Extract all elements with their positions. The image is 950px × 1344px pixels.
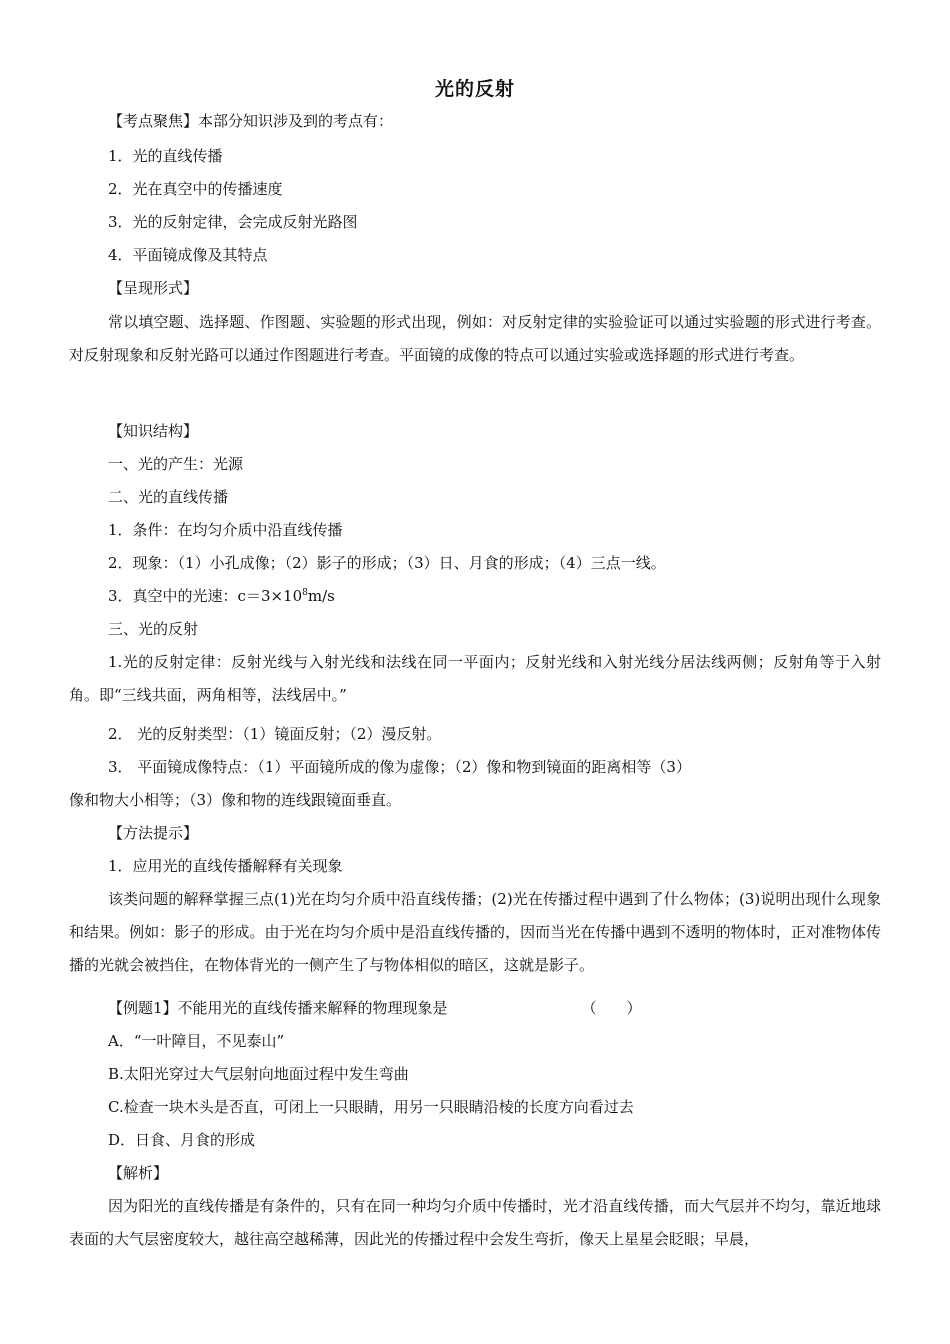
structure-item-2-3 xyxy=(108,586,335,606)
analysis-paragraph: 因为阳光的直线传播是有条件的，只有在同一种均匀介质中传播时，光才沿直线传播，而大气层并不均匀，靠近地球表面的大气层密度较大，越往高空越稀薄，因此光的传播过程中会发生弯折，像天上星星会眨眼；早晨， xyxy=(69,1197,881,1248)
focus-item-4: 4．平面镜成像及其特点 xyxy=(108,246,268,264)
page-title: 光的反射 xyxy=(434,78,515,100)
analysis-heading: 【解析】 xyxy=(108,1164,169,1182)
option-a: A．“一叶障目，不见泰山” xyxy=(108,1032,285,1050)
speed-prefix: 3．真空中的光速：c＝3×10 xyxy=(108,587,303,605)
method-heading: 【方法提示】 xyxy=(108,824,199,842)
structure-item-3: 三、光的反射 xyxy=(108,620,199,638)
focus-item-2: 2．光在真空中的传播速度 xyxy=(108,180,283,198)
structure-item-3-3: 3． 平面镜成像特点：（1）平面镜所成的像为虚像；（2）像和物到镜面的距离相等（3） xyxy=(108,758,691,776)
speed-unit: m/s xyxy=(307,587,335,605)
example-question xyxy=(108,998,642,1018)
speed-exponent: 8 xyxy=(302,588,308,598)
focus-item-3: 3．光的反射定律，会完成反射光路图 xyxy=(108,213,358,231)
structure-item-3-2: 2． 光的反射类型：（1）镜面反射；（2）漫反射。 xyxy=(108,725,442,743)
structure-heading: 【知识结构】 xyxy=(108,422,199,440)
focus-item-1: 1．光的直线传播 xyxy=(108,147,223,165)
structure-item-2: 二、光的直线传播 xyxy=(108,488,229,506)
answer-bracket: （ ） xyxy=(581,999,642,1017)
structure-item-2-2: 2．现象：（1）小孔成像；（2）影子的形成；（3）日、月食的形成；（4）三点一线。 xyxy=(108,554,666,572)
structure-item-2-1: 1．条件：在均匀介质中沿直线传播 xyxy=(108,521,343,539)
focus-heading: 【考点聚焦】本部分知识涉及到的考点有： xyxy=(108,112,394,130)
option-c: C.检查一块木头是否直，可闭上一只眼睛，用另一只眼睛沿棱的长度方向看过去 xyxy=(108,1098,634,1116)
form-heading: 【呈现形式】 xyxy=(108,279,199,297)
example-question-text: 【例题1】不能用光的直线传播来解释的物理现象是 xyxy=(108,999,448,1017)
option-b: B.太阳光穿过大气层射向地面过程中发生弯曲 xyxy=(108,1065,409,1083)
option-d: D．日食、月食的形成 xyxy=(108,1131,256,1149)
method-paragraph: 该类问题的解释掌握三点(1)光在均匀介质中沿直线传播；(2)光在传播过程中遇到了什么物体；(3)说明出现什么现象和结果。例如：影子的形成。由于光在均匀介质中是沿直线传播的，因而当光在传播中遇到不透明的物体时，正对准物体传播的光就会被挡住，在物体背光的一侧产生了与物体相似的暗区，这就是影子。 xyxy=(69,890,881,974)
structure-item-1: 一、光的产生：光源 xyxy=(108,455,244,473)
method-item-1: 1．应用光的直线传播解释有关现象 xyxy=(108,857,343,875)
structure-item-3-3-cont: 像和物大小相等；（3）像和物的连线跟镜面垂直。 xyxy=(69,791,402,809)
reflection-law-paragraph: 1.光的反射定律：反射光线与入射光线和法线在同一平面内；反射光线和入射光线分居法线两侧；反射角等于入射角。即“三线共面，两角相等，法线居中。” xyxy=(69,653,881,704)
form-paragraph: 常以填空题、选择题、作图题、实验题的形式出现，例如：对反射定律的实验验证可以通过实验题的形式进行考查。对反射现象和反射光路可以通过作图题进行考查。平面镜的成像的特点可以通过实验或选择题的形式进行考查。 xyxy=(69,313,881,364)
